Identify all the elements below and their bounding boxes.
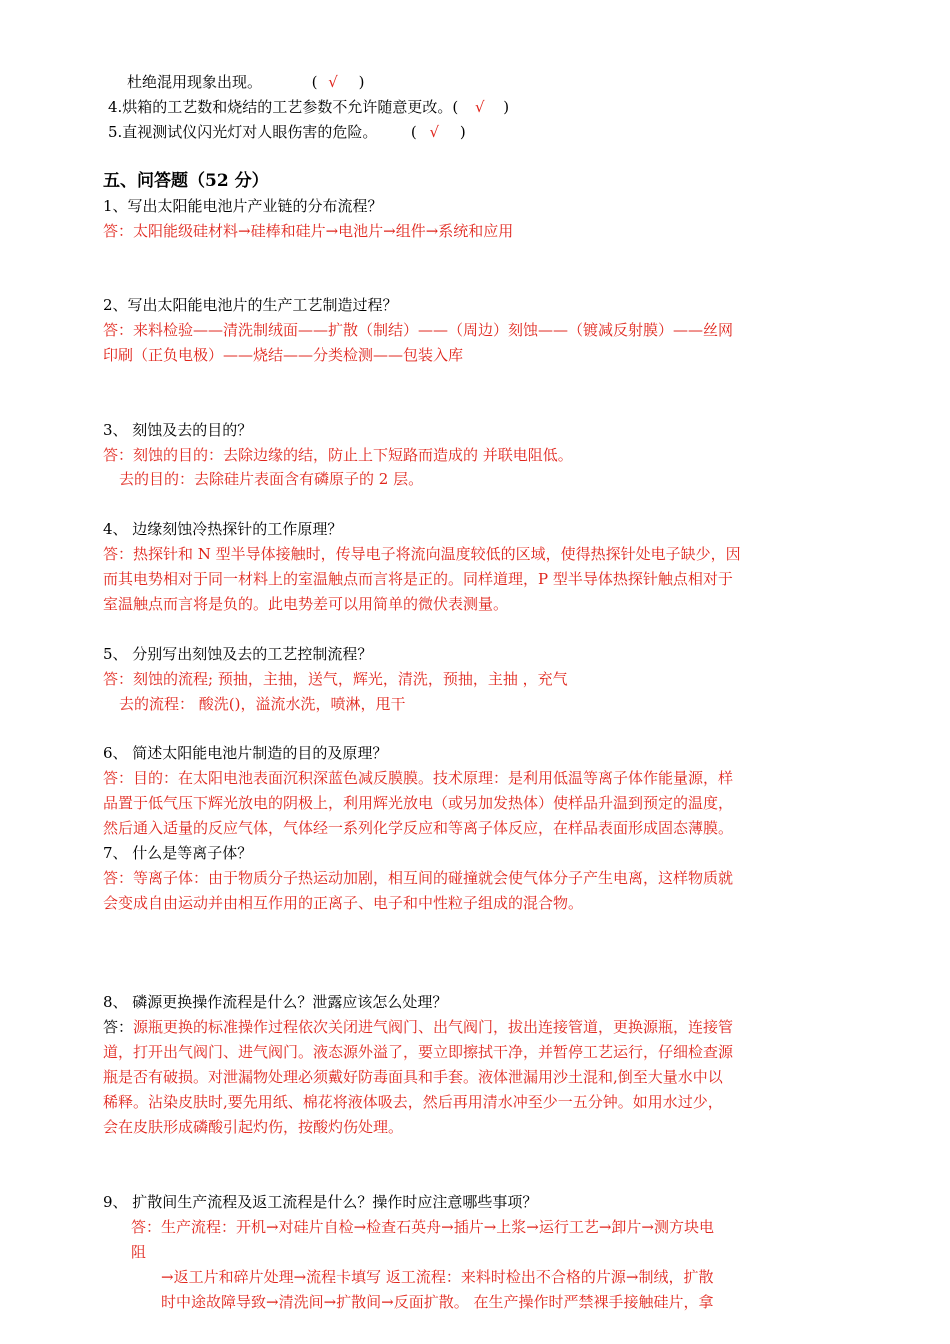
answer-3-line-2: 去的目的：去除硅片表面含有磷原子的 2 层。 <box>119 470 424 488</box>
answer-9-line-4: 时中途故障导致→清洗间→扩散间→反面扩散。 在生产操作时严禁裸手接触硅片，拿 <box>161 1293 714 1311</box>
section-title: 五、问答题（52 分） <box>103 171 269 191</box>
answer-4-line-1: 答：热探针和 N 型半导体接触时，传导电子将流向温度较低的区域，使得热探针处电子缺少，因 <box>103 545 741 563</box>
answer-6-line-1: 答：目的：在太阳电池表面沉积深蓝色减反膜膜。技术原理：是利用低温等离子体作能量源，样 <box>103 769 734 787</box>
answer-4-line-2: 而其电势相对于同一材料上的室温触点而言将是正的。同样道理，P 型半导体热探针触点相对于 <box>103 570 733 588</box>
question-7: 7、 什么是等离子体？ <box>103 844 253 862</box>
question-4: 4、 边缘刻蚀冷热探针的工作原理？ <box>103 520 343 538</box>
answer-8-line-4: 稀释。沾染皮肤时,要先用纸、棉花将液体吸去，然后再用清水冲至少一五分钟。如用水过少， <box>103 1093 723 1111</box>
answer-8-line-2: 道，打开出气阀门、进气阀门。液态源外溢了，要立即擦拭干净，并暂停工艺运行，仔细检查源 <box>103 1043 734 1061</box>
answer-8-line-1: 答：源瓶更换的标准操作过程依次关闭进气阀门、出气阀门，拔出连接管道，更换源瓶，连接管 <box>103 1018 734 1036</box>
answer-8-line-5: 会在皮肤形成磷酸引起灼伤，按酸灼伤处理。 <box>103 1118 404 1136</box>
answer-5-line-2: 去的流程： 酸洗()，溢流水洗，喷淋，甩干 <box>119 695 406 713</box>
answer-8-line-3: 瓶是否有破损。对泄漏物处理必须戴好防毒面具和手套。液体泄漏用沙土混和,倒至大量水中以 <box>103 1068 723 1086</box>
answer-5-line-1: 答：刻蚀的流程; 预抽，主抽，送气，辉光，清洗，预抽，主抽 ，充气 <box>103 670 568 688</box>
check-mark: √ <box>429 123 440 141</box>
question-2: 2、写出太阳能电池片的生产工艺制造过程？ <box>103 296 398 314</box>
check-mark: √ <box>328 73 338 91</box>
answer-6-line-2: 品置于低气压下辉光放电的阴极上，利用辉光放电（或另加发热体）使样品升温到预定的温度， <box>103 794 734 812</box>
answer-9-line-2: 阻 <box>131 1243 147 1261</box>
question-6: 6、 简述太阳能电池片制造的目的及原理？ <box>103 744 388 762</box>
tf-item-4: 4.烘箱的工艺数和烧结的工艺参数不允许随意更改。( √ ) <box>108 98 510 116</box>
question-3: 3、 刻蚀及去的目的？ <box>103 421 253 439</box>
check-mark: √ <box>474 98 485 116</box>
question-1: 1、写出太阳能电池片产业链的分布流程？ <box>103 197 383 215</box>
answer-7-line-1: 答：等离子体：由于物质分子热运动加剧，相互间的碰撞就会使气体分子产生电离，这样物质就 <box>103 869 734 887</box>
answer-9-line-1: 答：生产流程：开机→对硅片自检→检查石英舟→插片→上浆→运行工艺→卸片→测方块电 <box>131 1218 714 1236</box>
answer-2-line-2: 印刷（正负电极）——烧结——分类检测——包装入库 <box>103 346 464 364</box>
question-9: 9、 扩散间生产流程及返工流程是什么？操作时应注意哪些事项？ <box>103 1193 538 1211</box>
tf-item-3-cont: 杜绝混用现象出现。 ( √ ) <box>127 73 365 91</box>
answer-3-line-1: 答：刻蚀的目的：去除边缘的结，防止上下短路而造成的 并联电阻低。 <box>103 446 573 464</box>
question-8: 8、 磷源更换操作流程是什么？泄露应该怎么处理？ <box>103 993 448 1011</box>
answer-6-line-3: 然后通入适量的反应气体，气体经一系列化学反应和等离子体反应，在样品表面形成固态薄膜。 <box>103 819 734 837</box>
answer-9-line-3: →返工片和碎片处理→流程卡填写 返工流程：来料时检出不合格的片源→制绒，扩散 <box>161 1268 714 1286</box>
answer-7-line-2: 会变成自由运动并由相互作用的正离子、电子和中性粒子组成的混合物。 <box>103 894 584 912</box>
tf-item-5: 5.直视测试仪闪光灯对人眼伤害的危险。 ( √ ) <box>108 123 466 141</box>
answer-2-line-1: 答：来料检验——清洗制绒面——扩散（制结）——（周边）刻蚀——（镀减反射膜）——丝网 <box>103 321 734 339</box>
answer-1-line-1: 答：太阳能级硅材料→硅棒和硅片→电池片→组件→系统和应用 <box>103 222 514 240</box>
question-5: 5、 分别写出刻蚀及去的工艺控制流程？ <box>103 645 373 663</box>
answer-4-line-3: 室温触点而言将是负的。此电势差可以用简单的微伏表测量。 <box>103 595 509 613</box>
